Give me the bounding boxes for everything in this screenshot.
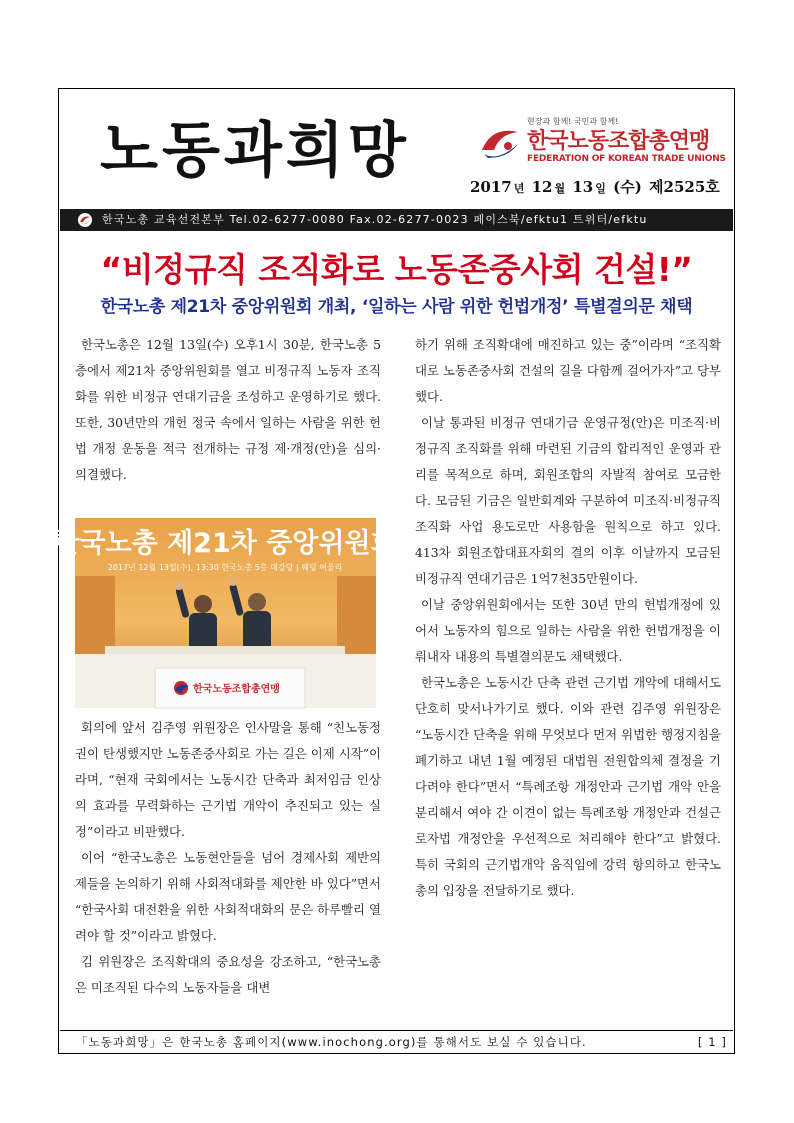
meeting-photo xyxy=(53,518,397,708)
issue-number: 제2525호 xyxy=(649,178,720,196)
article-paragraph: 회의에 앞서 김주영 위원장은 인사말을 통해 “친노동정권이 탄생했지만 노동존중사회로 가는 길은 이제 시작”이라며, “현재 국회에서는 노동시간 단축과 최저임금 인상의 효과를 무력화하는 근기법 개악이 추진되고 있는 실정”이라고 비판했다. xyxy=(75,720,381,839)
banner-title: 한국노총 제21차 중앙위원회 xyxy=(53,528,397,559)
podium-org-name: 한국노동조합총연맹 xyxy=(193,684,280,695)
org-slogan: 현장과 함께! 국민과 함께! xyxy=(527,117,619,126)
footer-text: 「노동과희망」은 한국노총 홈페이지(www.inochong.org)를 통해서도 보실 수 있습니다. xyxy=(76,1035,587,1049)
issue-day-unit: 일 xyxy=(595,182,606,195)
contact-info-text: 한국노총 교육선전본부 Tel.02-6277-0080 Fax.02-6277-0023 페이스북/efktu1 트위터/efktu xyxy=(102,213,648,226)
issue-weekday: (수) xyxy=(613,178,642,196)
article-column-left-top xyxy=(75,332,381,488)
banner-subtitle: 2017년 12월 13일(수), 13:30 한국노총 5층 대강당 | 웨딩 여울리 xyxy=(107,563,343,572)
article-column-right xyxy=(415,332,721,904)
article-paragraph: 한국노총은 노동시간 단축 관련 근기법 개악에 대해서도 단호히 맞서나가기로 했다. 이와 관련 김주영 위원장은 “노동시간 단축을 위해 무엇보다 먼저 위법한 행정지침을 폐기하고 내년 1월 예정된 대법원 전원합의체 결정을 기다려야 한다”면서 “특례조항 개정안과 근기법 개악 안을 분리해서 여야 간 이견이 없는 특례조항 개정안과 건설근로자법 개정안을 우선적으로 처리해야 한다”고 밝혔다. 특히 국회의 근기법개악 움직임에 강력 항의하고 한국노총의 입장을 전달하기로 했다. xyxy=(415,675,721,898)
contact-info-bar xyxy=(60,209,733,231)
article-column-left-bottom xyxy=(75,715,381,1001)
issue-day: 13 xyxy=(572,178,594,196)
page-number: [ 1 ] xyxy=(697,1035,727,1049)
article-paragraph: 이어 “한국노총은 노동현안들을 넘어 경제사회 제반의제들을 논의하기 위해 사회적대화를 제안한 바 있다”면서 “한국사회 대전환을 위한 사회적대화의 문은 하루빨리 열려야 할 것”이라고 밝혔다. xyxy=(75,850,381,943)
article-paragraph: 이날 중앙위원회에서는 또한 30년 만의 헌법개정에 있어서 노동자의 힘으로 일하는 사람을 위한 헌법개정을 이뤄내자 내용의 특별결의문도 채택했다. xyxy=(415,597,721,664)
article-paragraph: 김 위원장은 조직확대의 중요성을 강조하고, “한국노총은 미조직된 다수의 노동자들을 대변 xyxy=(75,954,381,995)
newsletter-title: 노동과희망 xyxy=(100,116,410,186)
issue-month: 12 xyxy=(531,178,553,196)
issue-month-unit: 월 xyxy=(554,182,566,195)
issue-year-unit: 년 xyxy=(513,182,525,195)
issue-year: 2017 xyxy=(470,178,512,196)
org-english-name: FEDERATION OF KOREAN TRADE UNIONS xyxy=(527,154,726,164)
article-paragraph: 한국노총은 12월 13일(수) 오후1시 30분, 한국노총 5층에서 제21차 중앙위원회를 열고 비정규직 노동자 조직화를 위한 비정규 연대기금을 조성하고 운영하기로 했다. 또한, 30년만의 개헌 정국 속에서 일하는 사람을 위한 헌법 개정 운동을 적극 전개하는 규정 제·개정(안)을 심의·의결했다. xyxy=(75,337,381,482)
page-footer xyxy=(60,1030,733,1053)
article-paragraph: 이날 통과된 비정규 연대기금 운영규정(안)은 미조직·비정규직 조직화를 위해 마련된 기금의 합리적인 운영과 관리를 목적으로 하며, 회원조합의 자발적 참여로 모금한다. 모금된 기금은 일반회계와 구분하여 미조직·비정규직 조직화 사업 용도로만 사용함을 원칙으로 하고 있다. 413차 회원조합대표자회의 결의 이후 이날까지 모금된 비정규직 연대기금은 1억7천35만원이다. xyxy=(415,415,721,586)
article-subheadline: 한국노총 제21차 중앙위원회 개최, ‘일하는 사람 위한 헌법개정’ 특별결의문 채택 xyxy=(100,297,693,317)
article-headline: “비정규직 조직화로 노동존중사회 건설!” xyxy=(100,250,693,289)
org-name: 한국노동조합총연맹 xyxy=(527,129,710,154)
ftu-logo-small-icon xyxy=(78,213,92,227)
issue-date xyxy=(470,176,722,197)
article-paragraph: 하기 위해 조직확대에 매진하고 있는 중”이라며 “조직확대로 노동존중사회 건설의 길을 다함께 걸어가자”고 당부했다. xyxy=(415,337,721,404)
ftu-logo-icon xyxy=(478,124,522,164)
